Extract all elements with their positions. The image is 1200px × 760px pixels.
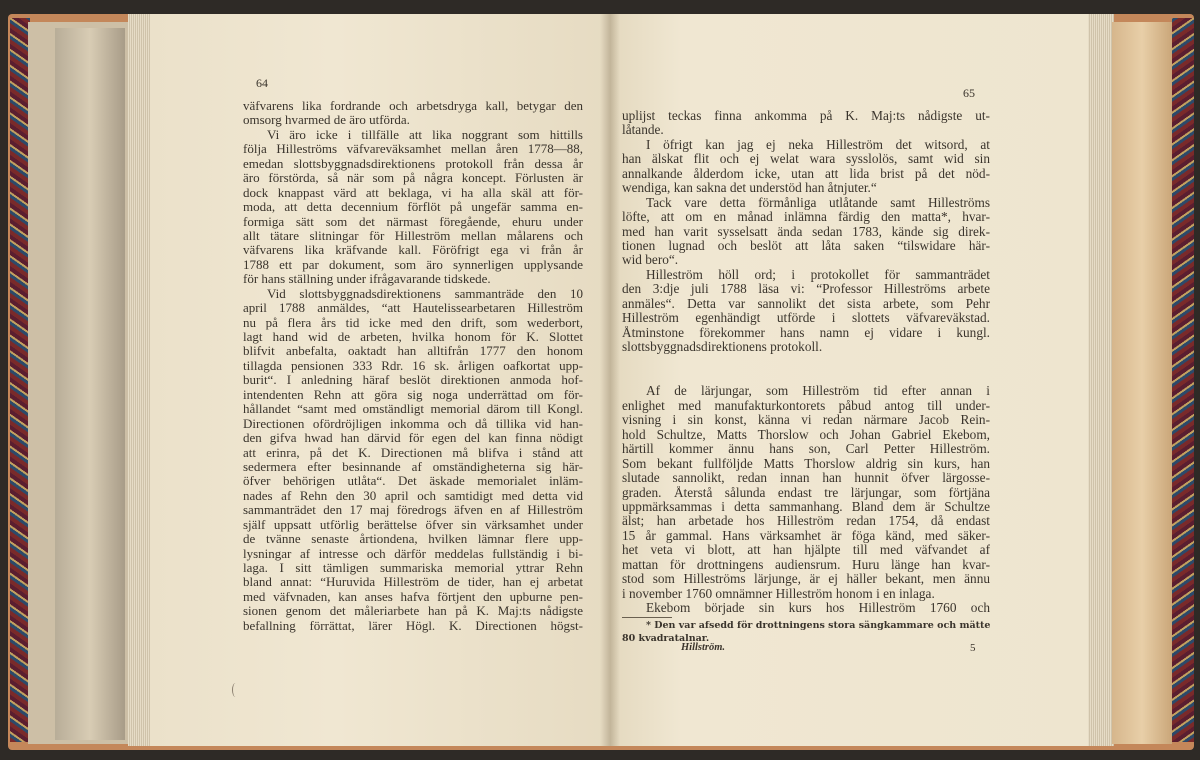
text-line: Som bekant fullföljde Matts Thorslow aldrig sin kurs, han (622, 456, 990, 471)
text-line: öfver behörigen utlåta“. Det äskade memorialet inläm- (243, 474, 583, 489)
text-line: formiga sätt som det närmast föregående, ehuru under (243, 214, 583, 229)
text-line: blifvit anbefalta, oaktadt han alltifrån 1777 den honom (243, 344, 583, 359)
text-line: uplijst teckas finna ankomma på K. Maj:ts nådigste ut- (622, 109, 990, 123)
text-line: väfvarens lika fordrande och arbetsdryga kall, betygar den (243, 99, 583, 113)
text-line: Tack vare detta förmånliga utlåtande samt Hilleströms (646, 195, 990, 210)
text-line: graden. Återstå sålunda endast tre lärjungar, som förtjäna (622, 485, 990, 500)
text-line: dock knappast värd att beklaga, vi ha alla skäl att för- (243, 185, 583, 200)
paragraph (243, 128, 583, 287)
text-line: anmäles“. Detta var sannolikt det sista arbete, som Pehr (622, 296, 990, 311)
text-line: följa Hilleströms väfvareväksamhet mellan åren 1778—88, (243, 142, 583, 157)
marbled-edge-left (10, 18, 30, 742)
text-line: omsorg hvarmed de äro utförda. (243, 113, 410, 128)
book-gutter (600, 14, 620, 746)
text-line: för hans ställning under ifrågavarande tidskede. (243, 272, 491, 287)
text-line: den gifva hwad han därvid för egen del kan finna nödigt (243, 431, 583, 446)
text-line: nu på flera års tid icke med den drift, som wederbort, (243, 315, 583, 330)
text-line: Directionen ofördröjligen inkomma och då tillika vid han- (243, 416, 583, 431)
text-line: visning i sin konst, känna vi redan närmare Jacob Rein- (622, 413, 990, 428)
text-line: 15 år gammal. Hans värksamhet är föga känd, med säker- (622, 528, 990, 543)
text-line: Åtminstone förekommer hans namn ej vidare i kungl. (622, 325, 990, 340)
page-number-left: 64 (256, 76, 268, 90)
text-line: han älskat flit och ej welat wara sysslolös, samt wid sin (622, 152, 990, 167)
text-line: uppmärksammas i detta sammanhang. Bland dem är Schultze (622, 499, 990, 514)
text-line: Vid slottsbyggnadsdirektionens sammanträde den 10 (267, 286, 583, 301)
text-line: allt tätare slitningar för Hilleström mellan målarens och (243, 228, 583, 243)
text-line: stod som Hilleströms lärjunge, är ej häller bekant, men ännu (622, 572, 990, 587)
text-line: slutade sannolikt, redan innan han hunnit öfver lärgosse- (622, 471, 990, 486)
text-line: nades af Rehn den 30 april och samtidigt med detta vid (243, 488, 583, 503)
text-line: de tvänne senaste årtiondena, hvilken lämnar flere upp- (243, 532, 583, 547)
text-line: I öfrigt kan jag ej neka Hilleström det witsord, at (646, 137, 990, 152)
text-line: laga. I sitt tämligen summariska memorial yttrar Rehn (243, 561, 583, 575)
text-line: väfvarens lika kräfvande kall. Föröfrigt ega vi från år (243, 243, 583, 258)
text-line: med han varit sysselsatt ända sedan 1783, kände sig direk- (622, 224, 990, 239)
text-line: lagt hand wid de arbeten, hvilka honom för K. Slottet (243, 330, 583, 344)
text-line: moda, att detta decennium förflöt på ungefär samma en- (243, 200, 583, 215)
text-line: den 3:dje juli 1788 läsa vi: “Professor Hilleströms arbete (622, 282, 990, 297)
paragraph (622, 109, 990, 138)
text-line: slottsbyggnadsdirektionens protokoll. (622, 340, 823, 354)
flyleaf-right (1112, 22, 1172, 744)
text-line: att erinra, på det K. Directionen må blifva i stånd att (243, 445, 583, 460)
text-line: hållandet “samt med omständligt memorial därom till Kongl. (243, 402, 583, 417)
pencil-mark (232, 683, 239, 697)
text-line: i november 1760 omnämner Hilleström honom i en inlaga. (622, 586, 935, 601)
text-line: bland annat: “Huruvida Hilleström de tider, han ej arbetat (243, 575, 583, 590)
text-line: burit“. I anledning häraf beslöt direktionen anmoda hof- (243, 373, 583, 388)
signature-number: 5 (970, 642, 976, 654)
text-line: härtill kommer ännu hans son, Carl Petter Hilleström. (622, 442, 990, 457)
text-line: het veta vi blott, att han hjälpte till med väfvandet af (622, 543, 990, 558)
text-line: befallning förrättat, lärer Högl. K. Directionen högst- (243, 618, 583, 633)
text-line: själf uppsatt utförlig berättelse öfver sin värksamhet under (243, 517, 583, 532)
text-line: emedan slottsbyggnadsdirektionens protokoll från dessa år (243, 156, 583, 171)
text-line: lysningar af intresse och därför meddelas fullständig i bi- (243, 546, 583, 561)
page-number-right: 65 (963, 86, 975, 100)
signature-mark: Hillström. (681, 642, 726, 653)
text-line: tionen lugnad och beslöt att låta saken “tilswidare här- (622, 238, 990, 253)
text-line: sionen genom det måleriarbete han på K. Maj:ts nådigste (243, 604, 583, 619)
right-page-text (622, 109, 990, 615)
text-line: äro förstörda, så när som på några koncept. Förlusten är (243, 171, 583, 186)
text-line: intendenten Rehn att göra sig noga underrättad om för- (243, 387, 583, 402)
text-line: sedermera efter besinnande af omständigheterna sig här- (243, 459, 583, 474)
text-line: enlighet med manufakturkontorets påbud antog till under- (622, 398, 990, 413)
paragraph (622, 196, 990, 268)
text-line: wendiga, kan sakna det understöd han åtnjuter.“ (622, 181, 877, 196)
text-line: älst; han arbetade hos Hilleström redan 1754, då endast (622, 514, 990, 529)
text-line: Hilleström höll ord; i protokollet för sammanträdet (646, 267, 990, 282)
text-line: tillagda pensionen 333 Rdr. 16 sk. årligen oafkortat upp- (243, 358, 583, 373)
text-line: Ekebom började sin kurs hos Hilleström 1760 och (646, 601, 990, 615)
text-line: wid bero“. (622, 253, 679, 268)
paragraph (622, 601, 990, 615)
text-line: april 1788 anmäldes, “att Hautelissearbetaren Hilleström (243, 301, 583, 316)
text-line: annalkande ålderdom icke, utan att lida brist på det nöd- (622, 166, 990, 181)
text-line: mattan för drottningens audiensrum. Huru länge han kvar- (622, 557, 990, 572)
text-line: Hilleström egenhändigt utförde i slottets väfvareväkstad. (622, 311, 990, 326)
text-line: löfte, att om en månad inlämna färdig den matta*, hvar- (622, 210, 990, 225)
marbled-edge-right (1172, 18, 1194, 742)
footnote (622, 619, 990, 645)
text-line: Vi äro icke i tillfälle att lika noggrant som hittills (267, 127, 583, 142)
text-line: 1788 ett par dokument, som äro synnerligen upplysande (243, 257, 583, 272)
paragraph (622, 384, 990, 601)
text-line: hold Schultze, Matts Thorslow och Johan Gabriel Ekebom, (622, 427, 990, 442)
text-line: låtande. (622, 123, 664, 138)
footnote-line: * Den var afsedd för drottningens stora sängkammare och mätte (646, 620, 990, 631)
paragraph (622, 268, 990, 355)
text-line: Af de lärjungar, som Hilleström tid efter annan i (646, 384, 990, 399)
paragraph (243, 99, 583, 128)
text-line: med väfvnaden, kan anses hafva förtjent den upburne pen- (243, 589, 583, 604)
flyleaf-left-inner (55, 28, 125, 740)
left-page-text (243, 99, 583, 633)
page-edges-left (128, 14, 152, 746)
footnote-rule (622, 617, 672, 618)
paragraph (622, 138, 990, 196)
page-edges-right (1084, 14, 1114, 746)
paragraph (243, 287, 583, 634)
text-line: sammanträdet den 17 maj föredrogs äfven en af Hilleström (243, 503, 583, 518)
footnote-line: 80 kvadratalnar. (622, 633, 710, 644)
